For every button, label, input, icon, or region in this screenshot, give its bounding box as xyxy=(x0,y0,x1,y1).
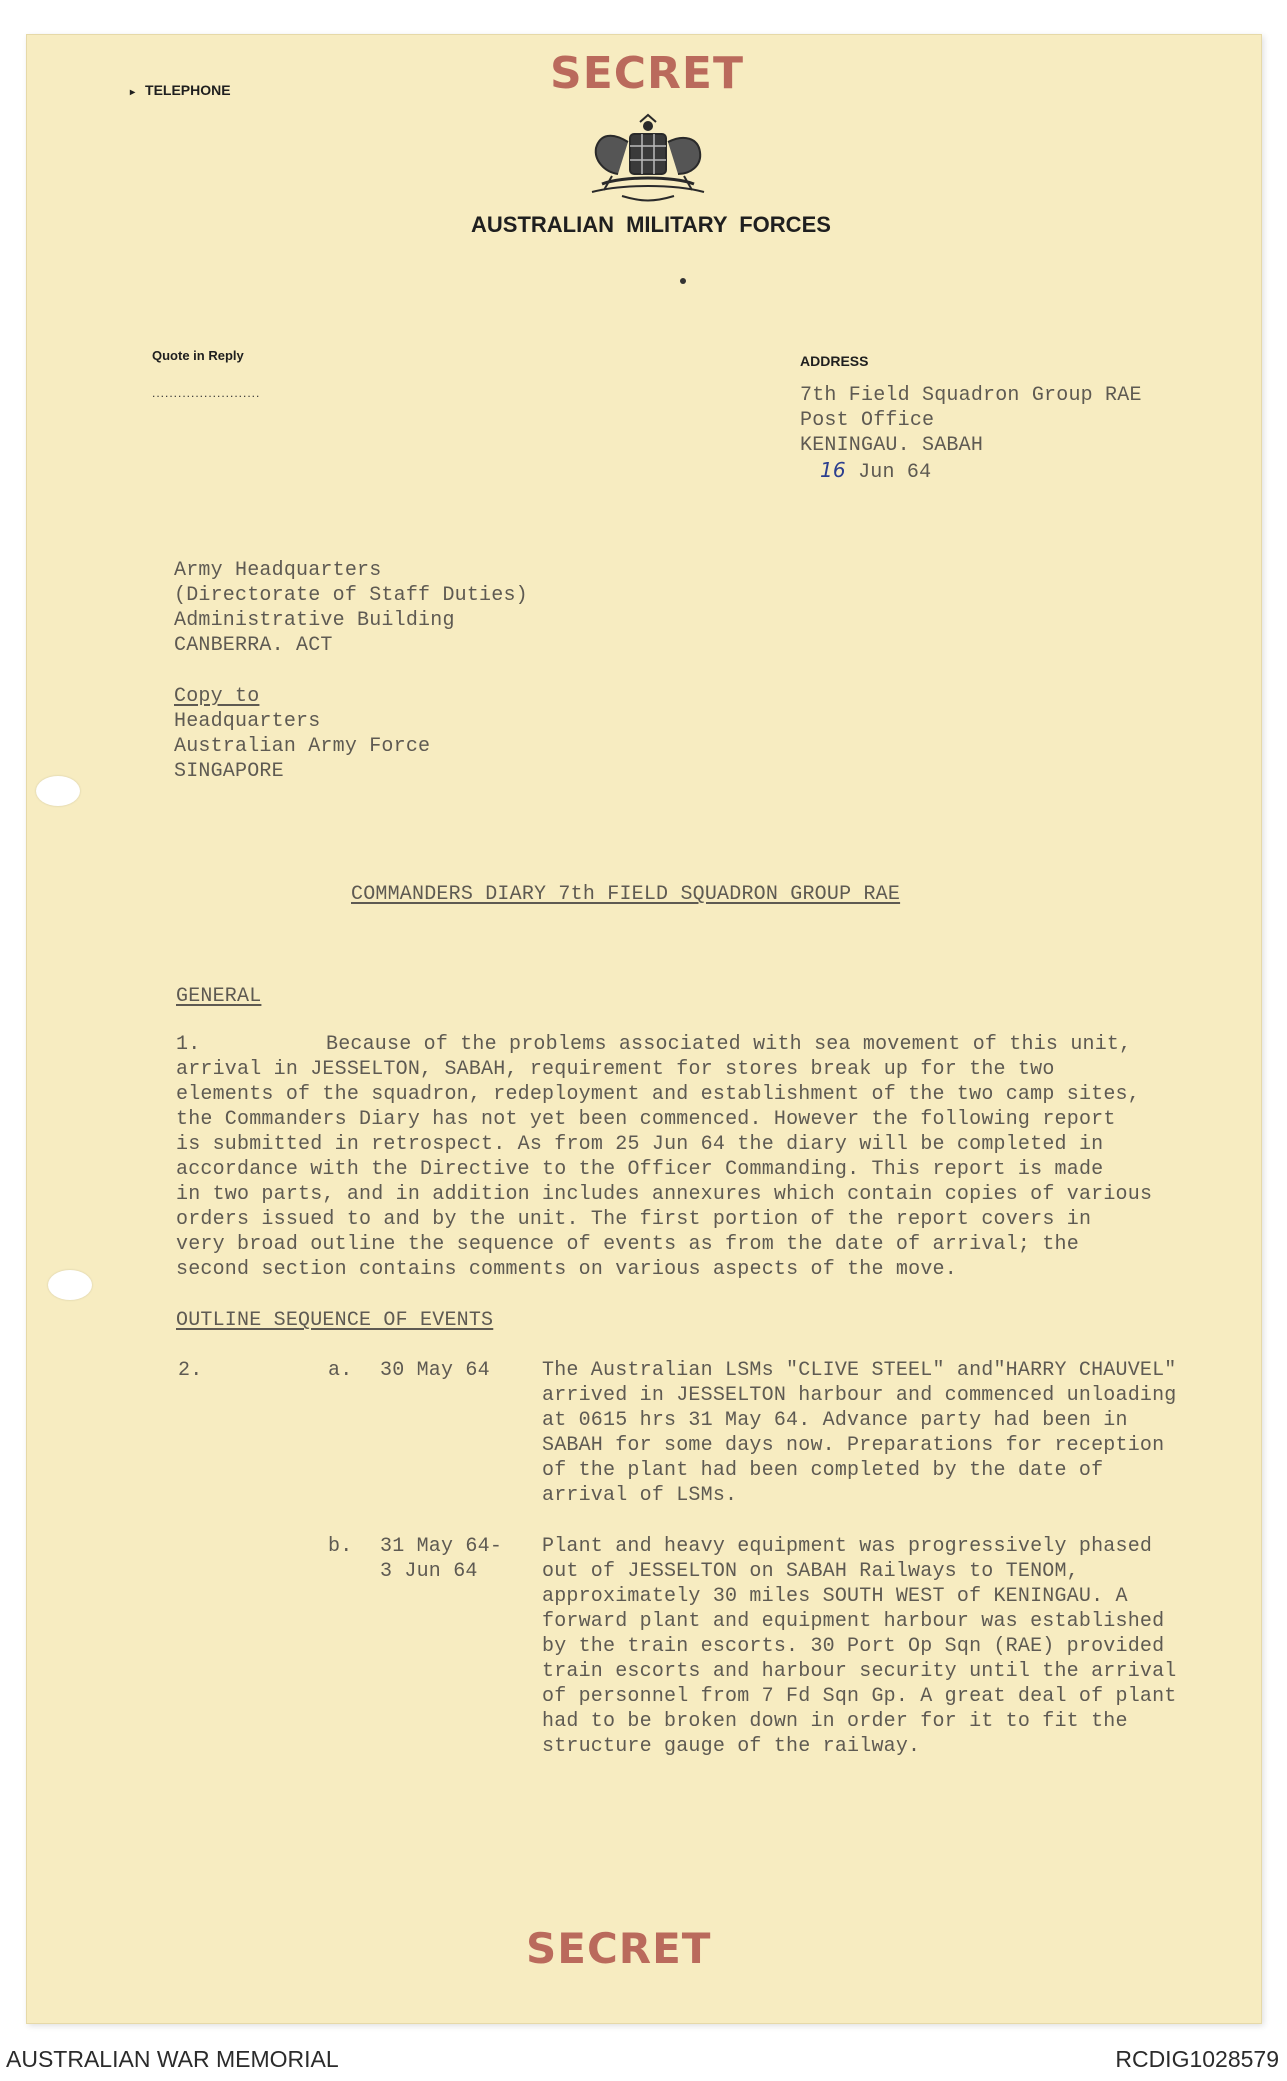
archive-credit: AUSTRALIAN WAR MEMORIAL xyxy=(6,2046,339,2072)
archive-reference: RCDIG1028579 xyxy=(1115,2046,1279,2072)
handwritten-day: 16 xyxy=(820,458,846,482)
item-line: The Australian LSMs "CLIVE STEEL" and"HARRY CHAUVEL" xyxy=(542,1359,1177,1382)
paragraph-number-2: 2. xyxy=(178,1359,203,1382)
telephone-label: ▸ TELEPHONE xyxy=(130,82,231,98)
item-a-date: 30 May 64 xyxy=(380,1359,490,1382)
paragraph-line: arrival in JESSELTON, SABAH, requirement for stores break up for the two xyxy=(176,1058,1055,1081)
address-label: ADDRESS xyxy=(800,353,869,369)
arrow-icon: ▸ xyxy=(130,87,136,98)
item-line: structure gauge of the railway. xyxy=(542,1735,921,1758)
item-line: train escorts and harbour security until the arrival xyxy=(542,1660,1177,1683)
copy-to-block xyxy=(174,684,430,784)
general-paragraph xyxy=(176,1032,1216,1282)
paragraph-line: orders issued to and by the unit. The first portion of the report covers in xyxy=(176,1208,1092,1231)
recipient-line: Army Headquarters xyxy=(174,559,382,582)
paragraph-line: 1. Because of the problems associated with sea movement of this unit, xyxy=(176,1033,1132,1056)
coat-of-arms-emblem xyxy=(582,112,714,204)
punch-hole-bottom xyxy=(48,1270,92,1300)
quote-in-reply-label: Quote in Reply xyxy=(152,348,244,363)
copy-to-line: SINGAPORE xyxy=(174,760,284,783)
item-b-text xyxy=(542,1534,1242,1759)
paragraph-line: accordance with the Directive to the Officer Commanding. This report is made xyxy=(176,1158,1104,1181)
recipient-line: (Directorate of Staff Duties) xyxy=(174,584,528,607)
item-a-letter: a. xyxy=(328,1359,353,1382)
paragraph-line: in two parts, and in addition includes annexures which contain copies of various xyxy=(176,1183,1153,1206)
letter-date: 16 Jun 64 xyxy=(820,458,932,484)
item-line: arrival of LSMs. xyxy=(542,1484,738,1507)
punch-hole-top xyxy=(36,776,80,806)
item-line: of the plant had been completed by the date of xyxy=(542,1459,1104,1482)
quote-in-reply-field: ......................... xyxy=(152,386,261,400)
paragraph-line: very broad outline the sequence of events as from the date of arrival; the xyxy=(176,1233,1079,1256)
recipient-line: Administrative Building xyxy=(174,609,455,632)
item-a-text xyxy=(542,1358,1222,1508)
copy-to-line: Australian Army Force xyxy=(174,735,431,758)
item-line: arrived in JESSELTON harbour and commenced unloading xyxy=(542,1384,1177,1407)
item-b-letter: b. xyxy=(328,1535,353,1558)
classification-stamp-bottom: SECRET xyxy=(526,1924,712,1973)
address-line: 7th Field Squadron Group RAE xyxy=(800,384,1142,407)
item-line: Plant and heavy equipment was progressively phased xyxy=(542,1535,1153,1558)
sender-address xyxy=(800,383,1142,485)
recipient-line: CANBERRA. ACT xyxy=(174,634,333,657)
paragraph-line: second section contains comments on various aspects of the move. xyxy=(176,1258,957,1281)
organisation-name: AUSTRALIAN MILITARY FORCES xyxy=(471,212,831,237)
classification-stamp-top: SECRET xyxy=(550,48,744,99)
item-line: out of JESSELTON on SABAH Railways to TENOM, xyxy=(542,1560,1079,1583)
address-line: KENINGAU. SABAH xyxy=(800,434,984,457)
item-line: had to be broken down in order for it to fit the xyxy=(542,1710,1128,1733)
paragraph-line: elements of the squadron, redeployment and establishment of the two camp sites, xyxy=(176,1083,1140,1106)
item-line: by the train escorts. 30 Port Op Sqn (RAE) provided xyxy=(542,1635,1165,1658)
document-title: COMMANDERS DIARY 7th FIELD SQUADRON GROUP RAE xyxy=(351,883,901,906)
outline-heading: OUTLINE SEQUENCE OF EVENTS xyxy=(176,1309,494,1332)
copy-to-line: Headquarters xyxy=(174,710,321,733)
item-line: of personnel from 7 Fd Sqn Gp. A great deal of plant xyxy=(542,1685,1177,1708)
paragraph-line: the Commanders Diary has not yet been commenced. However the following report xyxy=(176,1108,1116,1131)
copy-to-label: Copy to xyxy=(174,685,260,708)
item-line: at 0615 hrs 31 May 64. Advance party had been in xyxy=(542,1409,1128,1432)
item-line: forward plant and equipment harbour was established xyxy=(542,1610,1165,1633)
paragraph-number: 1. xyxy=(176,1033,201,1056)
recipient-address xyxy=(174,558,528,658)
paragraph-line: is submitted in retrospect. As from 25 Jun 64 the diary will be completed in xyxy=(176,1133,1104,1156)
item-line: approximately 30 miles SOUTH WEST of KENINGAU. A xyxy=(542,1585,1128,1608)
item-b-date: 31 May 64- 3 Jun 64 xyxy=(380,1535,503,1583)
page-mark xyxy=(680,278,686,284)
address-line: Post Office xyxy=(800,409,935,432)
item-line: SABAH for some days now. Preparations for reception xyxy=(542,1434,1165,1457)
general-heading: GENERAL xyxy=(176,985,262,1008)
